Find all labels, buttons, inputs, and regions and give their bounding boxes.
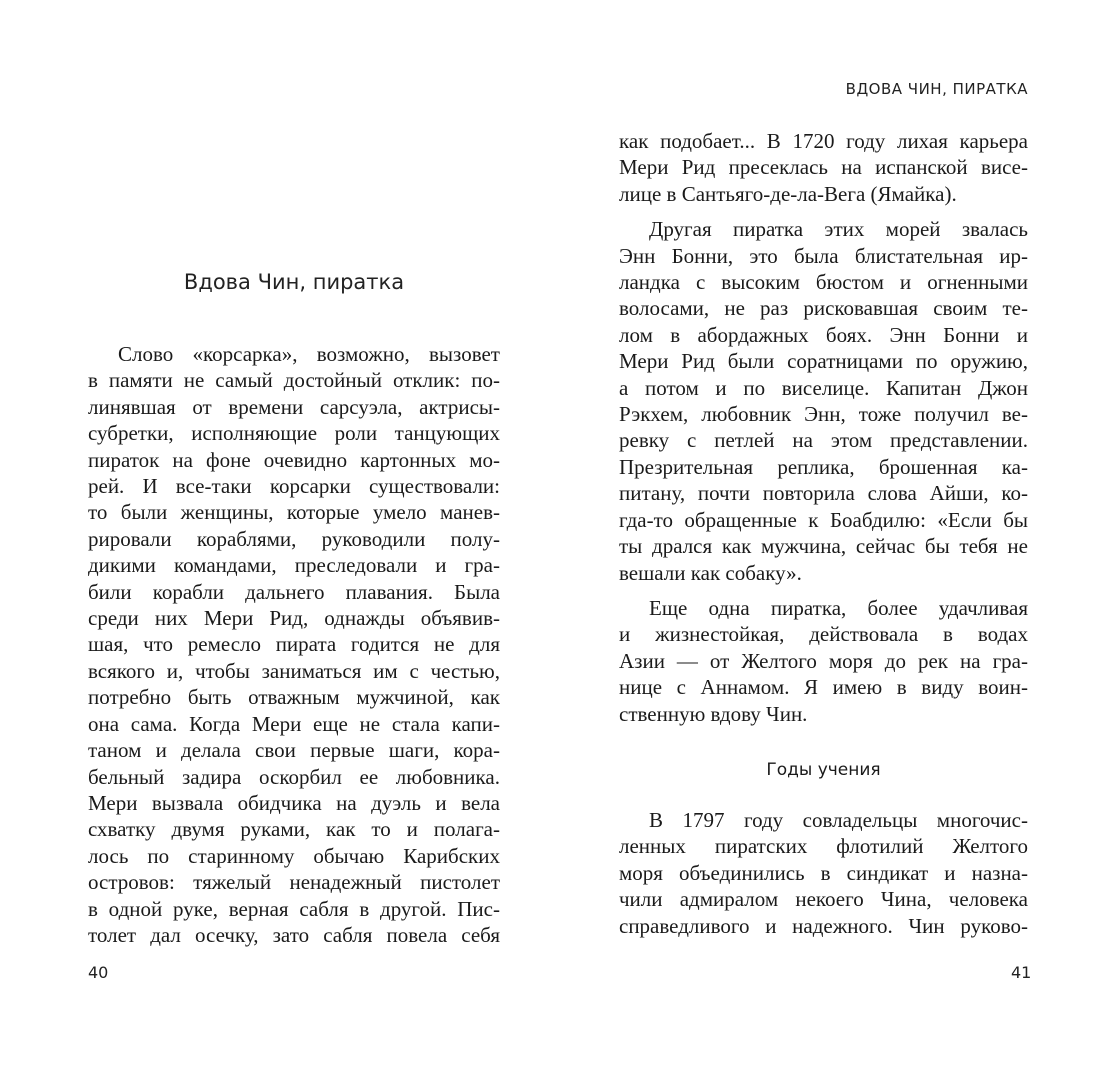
- section-heading: Годы учения: [766, 759, 881, 780]
- text-line: Мери вызвала обидчика на дуэль и вела: [88, 790, 500, 815]
- text-line: потребно быть отважным мужчиной, как: [88, 685, 500, 710]
- right-page-body: [619, 128, 1028, 948]
- text-line: дикими командами, преследовали и гра-: [88, 553, 500, 578]
- text-line: и жизнестойкая, действовала в водах: [619, 622, 1028, 647]
- paragraph: [619, 128, 1028, 207]
- paragraph: [619, 595, 1028, 727]
- text-line: всякого и, чтобы заниматься им с честью,: [88, 658, 500, 683]
- text-line: питану, почти повторила слова Айши, ко-: [619, 481, 1028, 506]
- text-line: Энн Бонни, это была блистательная ир-: [619, 243, 1028, 268]
- text-line: били корабли дальнего плавания. Была: [88, 579, 500, 604]
- text-line: рей. И все-таки корсарки существовали:: [88, 474, 500, 499]
- text-line: Мери Рид были соратницами по оружию,: [619, 349, 1028, 374]
- running-head: ВДОВА ЧИН, ПИРАТКА: [845, 80, 1028, 98]
- text-line: бельный задира оскорбил ее любовника.: [88, 764, 500, 789]
- text-line: лось по старинному обычаю Карибских: [88, 843, 500, 868]
- text-line: ревку с петлей на этом представлении.: [619, 428, 1028, 453]
- text-line: пираток на фоне очевидно картонных мо-: [88, 447, 500, 472]
- text-line: островов: тяжелый ненадежный пистолет: [88, 870, 500, 895]
- text-line: Азии — от Желтого моря до рек на гра-: [619, 648, 1028, 673]
- text-line: Рэкхем, любовник Энн, тоже получил ве-: [619, 402, 1028, 427]
- text-line: Мери Рид пресеклась на испанской висе-: [619, 155, 1028, 180]
- text-line: вешали как собаку».: [619, 560, 802, 585]
- text-line: волосами, не раз рисковавшая своим те-: [619, 296, 1028, 321]
- text-line: а потом и по виселице. Капитан Джон: [619, 375, 1028, 400]
- text-line: ландка с высоким бюстом и огненными: [619, 270, 1028, 295]
- text-line: гда-то обращенные к Боабдилю: «Если бы: [619, 507, 1028, 532]
- text-line: как подобает... В 1720 году лихая карьера: [619, 129, 1028, 153]
- text-line: Слово «корсарка», возможно, вызовет: [118, 342, 500, 366]
- text-line: то были женщины, которые умело манев-: [88, 500, 500, 525]
- page-number-right: 41: [1011, 963, 1032, 982]
- paragraph: [88, 341, 500, 948]
- text-line: чили адмиралом некоего Чина, человека: [619, 887, 1028, 912]
- text-line: ственную вдову Чин.: [619, 701, 808, 726]
- text-line: среди них Мери Рид, однажды объявив-: [88, 606, 500, 631]
- text-line: Презрительная реплика, брошенная ка-: [619, 454, 1028, 479]
- text-line: в одной руке, верная сабля в другой. Пис-: [88, 896, 500, 921]
- paragraph: [619, 216, 1028, 586]
- text-line: Еще одна пиратка, более удачливая: [649, 595, 1028, 620]
- text-line: она сама. Когда Мери еще не стала капи-: [88, 711, 500, 736]
- text-line: таном и делала свои первые шаги, кора-: [88, 738, 500, 763]
- text-line: шая, что ремесло пирата годится не для: [88, 632, 500, 657]
- text-line: справедливого и надежного. Чин руково-: [619, 913, 1028, 938]
- text-line: Другая пиратка этих морей звалась: [649, 217, 1028, 242]
- text-line: в памяти не самый достойный отклик: по-: [88, 368, 500, 393]
- text-line: В 1797 году совладельцы многочис-: [649, 807, 1028, 832]
- left-page: [0, 0, 559, 1080]
- text-line: лице в Сантьяго-де-ла-Вега (Ямайка).: [619, 181, 957, 206]
- right-page: [559, 0, 1119, 1080]
- text-line: нице с Аннамом. Я имею в виду воин-: [619, 675, 1028, 700]
- chapter-title: Вдова Чин, пиратка: [183, 270, 405, 294]
- text-line: субретки, исполняющие роли танцующих: [88, 421, 500, 446]
- paragraph: [619, 807, 1028, 939]
- text-line: моря объединились в синдикат и назна-: [619, 860, 1028, 885]
- text-line: рировали кораблями, руководили полу-: [88, 526, 500, 551]
- text-line: схватку двумя руками, как то и полага-: [88, 817, 500, 842]
- text-line: лом в абордажных боях. Энн Бонни и: [619, 322, 1028, 347]
- text-line: линявшая от времени сарсуэла, актрисы-: [88, 394, 500, 419]
- page-number-left: 40: [88, 963, 109, 982]
- text-line: толет дал осечку, зато сабля повела себя: [88, 922, 500, 947]
- text-line: ты дрался как мужчина, сейчас бы тебя не: [619, 534, 1028, 559]
- text-line: ленных пиратских флотилий Желтого: [619, 834, 1028, 859]
- left-page-body: [88, 341, 500, 957]
